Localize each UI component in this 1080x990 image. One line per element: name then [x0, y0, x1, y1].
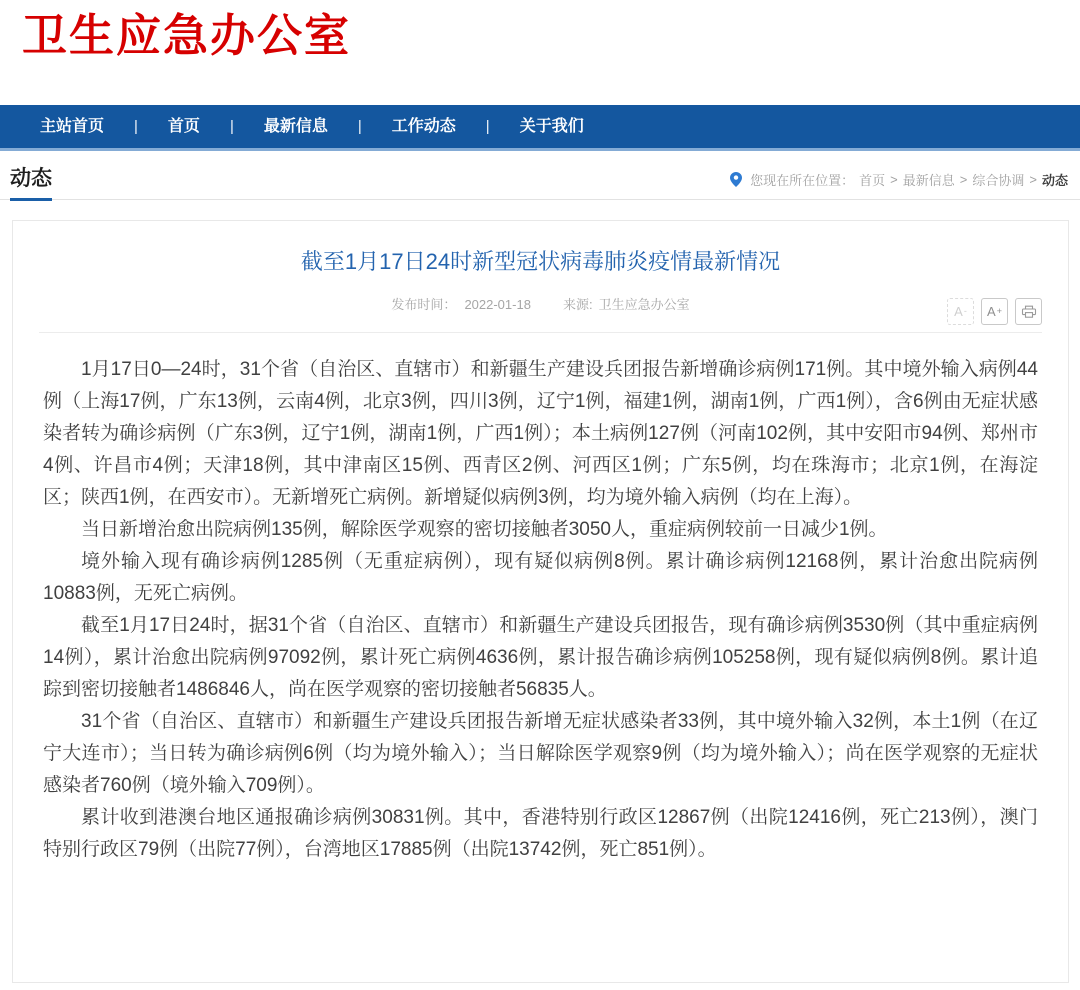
breadcrumb: [730, 170, 1068, 189]
breadcrumb-separator: >: [890, 172, 898, 187]
source-value: 卫生应急办公室: [598, 297, 690, 312]
nav-separator: |: [229, 118, 234, 135]
article-paragraph: 累计收到港澳台地区通报确诊病例30831例。其中，香港特别行政区12867例（出院12416例，死亡213例），澳门特别行政区79例（出院77例），台湾地区17885例（出院13742例，死亡851例）。: [43, 807, 1038, 860]
font-increase-label: A: [987, 304, 996, 319]
font-decrease-label: A: [954, 304, 963, 319]
article-card: [12, 220, 1069, 983]
breadcrumb-item-home[interactable]: 首页: [859, 173, 886, 188]
source-label: 来源:: [562, 297, 593, 312]
article-title: 截至1月17日24时新型冠状病毒肺炎疫情最新情况: [300, 249, 781, 274]
font-decrease-sign: -: [963, 306, 967, 316]
breadcrumb-separator: >: [959, 172, 968, 187]
nav-item-main-site-home[interactable]: 主站首页: [40, 118, 105, 135]
publish-time-label: 发布时间：: [391, 297, 457, 312]
site-logo[interactable]: 卫生应急办公室: [22, 10, 352, 61]
location-pin-icon: [730, 172, 742, 187]
site-header: [0, 0, 1080, 105]
font-increase-sign: +: [996, 306, 1002, 316]
article-header: [39, 221, 1042, 333]
breadcrumb-current: 动态: [1041, 173, 1068, 188]
article-meta: [39, 297, 1042, 312]
section-divider: [0, 199, 1080, 200]
nav-separator: |: [134, 118, 138, 135]
article-paragraph: 31个省（自治区、直辖市）和新疆生产建设兵团报告新增无症状感染者33例，其中境外输入32例，本土1例（在辽宁大连市）；当日转为确诊病例6例（均为境外输入）；当日解除医学观察9例（均为境外输入）；尚在医学观察的无症状感染者760例（境外输入709例）。: [43, 711, 1038, 796]
article-paragraph: 1月17日0—24时，31个省（自治区、直辖市）和新疆生产建设兵团报告新增确诊病例171例。其中境外输入病例44例（上海17例，广东13例，云南4例，北京3例，四川3例，辽宁1例，福建1例，湖南1例，广西1例），含6例由无症状感染者转为确诊病例（广东3例，辽宁1例，湖南1例，广西1例）；本土病例127例（河南102例，其中安阳市94例、郑州市4例、许昌市4例；天津18例，其中津南区15例、西青区2例、河西区1例；广东5例，均在珠海市；北京1例，在海淀区；陕西1例，在西安市）。无新增死亡病例。新增疑似病例3例，均为境外输入病例（均在上海）。: [43, 359, 1038, 508]
breadcrumb-prefix: 您现在所在位置：: [750, 173, 855, 188]
nav-item-latest-info[interactable]: 最新信息: [263, 118, 328, 135]
breadcrumb-item-latest-info[interactable]: 最新信息: [902, 173, 955, 188]
nav-item-work-updates[interactable]: 工作动态: [391, 118, 456, 135]
font-decrease-button[interactable]: [947, 298, 974, 325]
section-heading-dongtai[interactable]: 动态: [10, 162, 52, 201]
font-increase-button[interactable]: [981, 298, 1008, 325]
article-toolbar: [940, 298, 1042, 325]
nav-item-home[interactable]: 首页: [167, 118, 200, 135]
printer-icon: [1021, 304, 1037, 320]
section-bar: [0, 151, 1080, 201]
article-paragraph: 截至1月17日24时，据31个省（自治区、直辖市）和新疆生产建设兵团报告，现有确诊病例3530例（其中重症病例14例），累计治愈出院病例97092例，累计死亡病例4636例，累计报告确诊病例105258例，现有疑似病例8例。累计追踪到密切接触者1486846人，尚在医学观察的密切接触者56835人。: [43, 615, 1038, 700]
nav-separator: |: [357, 118, 362, 135]
breadcrumb-item-coordination[interactable]: 综合协调: [972, 173, 1025, 188]
article-body: [13, 333, 1068, 866]
article-paragraph: 当日新增治愈出院病例135例，解除医学观察的密切接触者3050人，重症病例较前一日减少1例。: [81, 519, 888, 540]
print-button[interactable]: [1015, 298, 1042, 325]
nav-separator: |: [485, 118, 490, 135]
article-paragraph: 境外输入现有确诊病例1285例（无重症病例），现有疑似病例8例。累计确诊病例12168例，累计治愈出院病例10883例，无死亡病例。: [43, 551, 1038, 604]
main-nav: [0, 105, 1080, 151]
nav-item-about-us[interactable]: 关于我们: [519, 118, 584, 135]
breadcrumb-separator: >: [1029, 172, 1037, 187]
publish-date: 2022-01-18: [464, 297, 531, 312]
